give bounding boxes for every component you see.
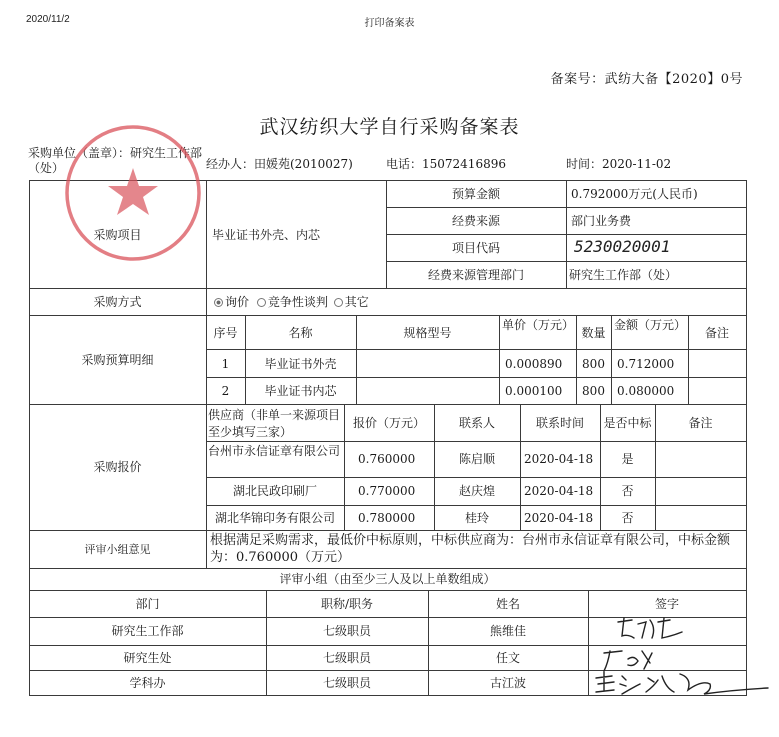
purchasing-unit: 采购单位（盖章）：研究生工作部（处） [28, 146, 203, 175]
m1-dept: 研究生工作部 [111, 624, 184, 638]
col-quote-price: 报价（万元） [352, 416, 425, 430]
q1-contact: 陈启顺 [458, 452, 495, 466]
budget-label: 预算金额 [451, 187, 500, 201]
m1-role: 七级职员 [322, 624, 371, 638]
q3-winner: 否 [621, 511, 634, 525]
signature-3-icon [592, 668, 772, 698]
col-name: 名称 [288, 326, 313, 340]
q3-supplier: 湖北华锦印务有限公司 [214, 511, 335, 525]
official-seal-icon [58, 118, 208, 268]
q2-contact: 赵庆煌 [458, 484, 495, 498]
col-member-name: 姓名 [495, 597, 520, 611]
handler: 经办人：田媛苑(2010027) [206, 157, 353, 171]
m2-dept: 研究生处 [123, 651, 172, 665]
row2-qty: 800 [582, 384, 605, 398]
radio-tanpan[interactable]: 竞争性谈判 [257, 295, 328, 309]
method-options [214, 295, 369, 309]
col-contact-time: 联系时间 [535, 416, 584, 430]
project-code-value: 5230020001 [574, 237, 671, 256]
project-name: 毕业证书外壳、内芯 [212, 228, 321, 242]
budget-value: 0.792000万元(人民币) [571, 187, 698, 201]
radio-empty-icon [257, 298, 266, 307]
col-amount: 金额（万元） [613, 318, 686, 332]
m1-name: 熊维佳 [489, 624, 526, 638]
q3-contact: 桂玲 [464, 511, 489, 525]
fund-dept-label: 经费来源管理部门 [427, 268, 524, 282]
record-number: 备案号：武纺大备【2020】0号 [550, 72, 743, 87]
m3-role: 七级职员 [322, 676, 371, 690]
fund-dept-value: 研究生工作部（处） [569, 268, 678, 282]
m3-dept: 学科办 [129, 676, 166, 690]
col-winner: 是否中标 [603, 416, 652, 430]
q1-winner: 是 [621, 452, 634, 466]
opinion-label: 评审小组意见 [84, 543, 151, 556]
row2-no: 2 [221, 384, 230, 398]
row1-qty: 800 [582, 357, 605, 371]
m2-name: 任文 [495, 651, 520, 665]
project-label: 采购项目 [93, 228, 142, 242]
signature-1-icon [612, 614, 692, 644]
col-unit-price: 单价（万元） [501, 318, 574, 332]
col-sign: 签字 [654, 597, 679, 611]
m3-name: 古江波 [489, 676, 526, 690]
col-supplier: 供应商（非单一来源项目至少填写三家） [208, 408, 341, 439]
row1-name: 毕业证书外壳 [264, 357, 337, 371]
date-time: 时间：2020-11-02 [566, 157, 672, 171]
radio-selected-icon [214, 298, 223, 307]
col-no: 序号 [213, 326, 238, 340]
radio-empty-icon [334, 298, 343, 307]
fund-source-value: 部门业务费 [571, 214, 632, 228]
method-label: 采购方式 [93, 295, 142, 309]
print-date: 2020/11/2 [26, 14, 70, 25]
document-title: 武汉纺织大学自行采购备案表 [259, 116, 520, 138]
q1-time: 2020-04-18 [524, 452, 594, 466]
q1-supplier: 台州市永信证章有限公司 [208, 444, 341, 458]
q3-time: 2020-04-18 [524, 511, 594, 525]
q2-winner: 否 [621, 484, 634, 498]
q2-price: 0.770000 [358, 484, 416, 498]
q2-time: 2020-04-18 [524, 484, 594, 498]
print-title: 打印备案表 [364, 18, 415, 29]
q1-price: 0.760000 [358, 452, 416, 466]
row1-unit-price: 0.000890 [505, 357, 563, 371]
radio-xunjia[interactable]: 询价 [214, 295, 249, 309]
col-dept: 部门 [135, 597, 160, 611]
panel-title: 评审小组（由至少三人及以上单数组成） [279, 572, 496, 586]
col-qty: 数量 [581, 326, 606, 340]
radio-other[interactable]: 其它 [334, 295, 369, 309]
row2-name: 毕业证书内芯 [264, 384, 337, 398]
q3-price: 0.780000 [358, 511, 416, 525]
budget-detail-label: 采购预算明细 [81, 353, 154, 367]
col-note: 备注 [704, 326, 729, 340]
col-role: 职称/职务 [320, 597, 374, 611]
q2-supplier: 湖北民政印刷厂 [232, 484, 317, 498]
fund-source-label: 经费来源 [451, 214, 500, 228]
quotes-label: 采购报价 [93, 460, 142, 474]
col-contact: 联系人 [458, 416, 495, 430]
row1-amount: 0.712000 [617, 357, 675, 371]
phone: 电话：15072416896 [386, 157, 506, 171]
col-quote-note: 备注 [688, 416, 713, 430]
col-spec: 规格型号 [403, 326, 452, 340]
row2-unit-price: 0.000100 [505, 384, 563, 398]
opinion-text: 根据满足采购需求，最低价中标原则，中标供应商为：台州市永信证章有限公司，中标金额为：0.760000（万元） [210, 533, 731, 565]
row1-no: 1 [221, 357, 230, 371]
row2-amount: 0.080000 [617, 384, 675, 398]
project-code-label: 项目代码 [451, 241, 500, 255]
m2-role: 七级职员 [322, 651, 371, 665]
